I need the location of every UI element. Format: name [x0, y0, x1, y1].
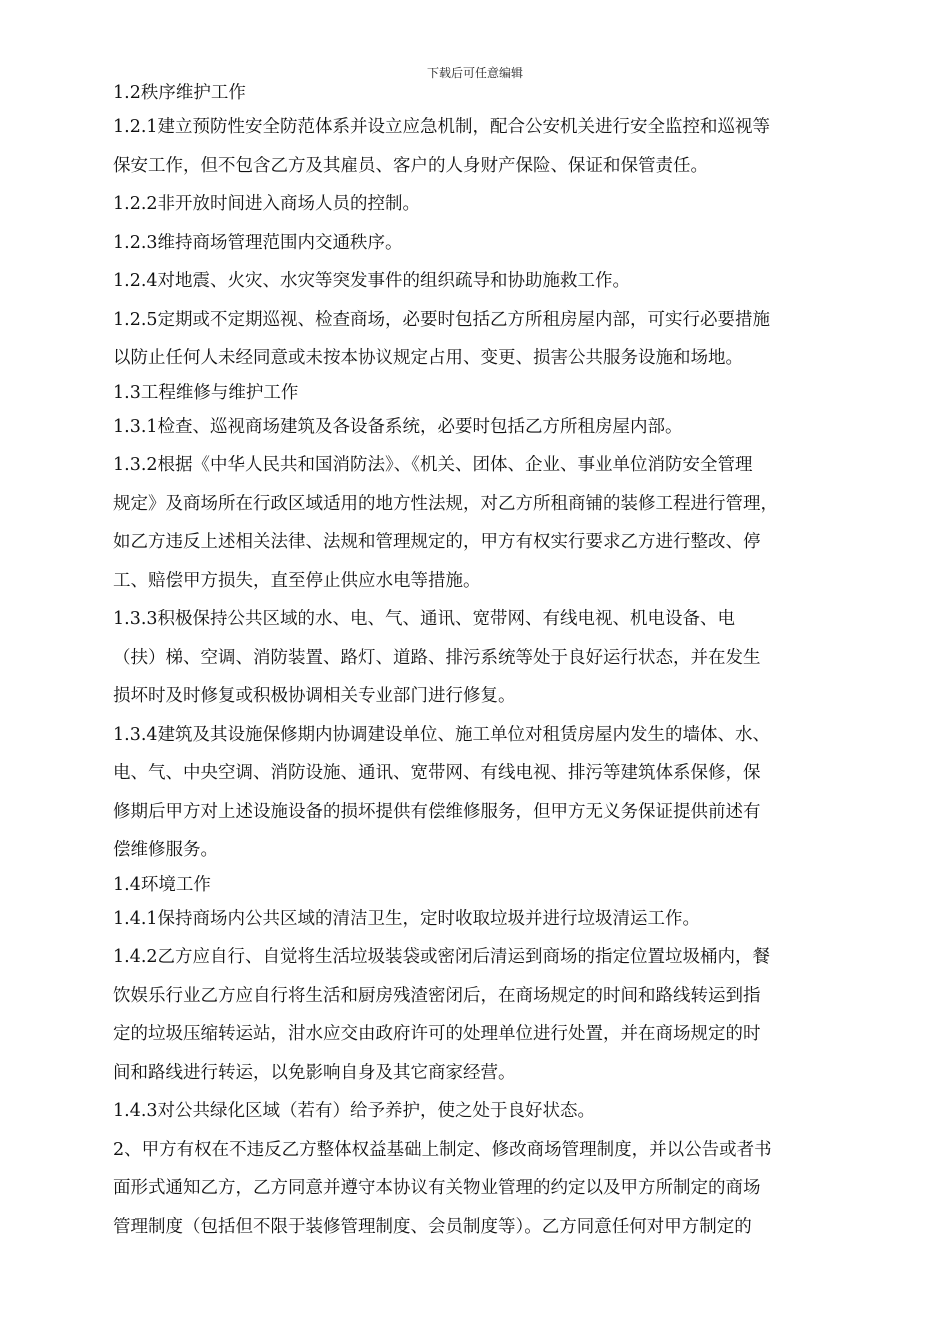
text-line: 损坏时及时修复或积极协调相关专业部门进行修复。	[113, 686, 516, 706]
text-line: 1.2.3维持商场管理范围内交通秩序。	[113, 232, 403, 253]
paragraph	[113, 408, 833, 447]
document-body	[113, 78, 833, 1246]
text-line: 1.3.4建筑及其设施保修期内协调建设单位、施工单位对租赁房屋内发生的墙体、水、	[113, 724, 771, 745]
section-heading	[113, 78, 833, 108]
paragraph	[113, 600, 833, 716]
text-line: 饮娱乐行业乙方应自行将生活和厨房残渣密闭后，在商场规定的时间和路线转运到指	[113, 985, 761, 1006]
text-line: 间和路线进行转运，以免影响自身及其它商家经营。	[113, 1062, 516, 1083]
text-line: 保安工作，但不包含乙方及其雇员、客户的人身财产保险、保证和保管责任。	[113, 155, 708, 176]
text-line: 修期后甲方对上述设施设备的损坏提供有偿维修服务，但甲方无义务保证提供前述有	[113, 801, 761, 822]
text-line: 电、气、中央空调、消防设施、通讯、宽带网、有线电视、排污等建筑体系保修，保	[113, 763, 761, 783]
text-line: 工、赔偿甲方损失，直至停止供应水电等措施。	[113, 570, 481, 591]
text-line: 1.2.2非开放时间进入商场人员的控制。	[113, 194, 421, 214]
text-line: 1.2秩序维护工作	[113, 83, 246, 103]
paragraph	[113, 301, 833, 378]
section-heading	[113, 870, 833, 900]
paragraph	[113, 900, 833, 939]
text-line: 1.4环境工作	[113, 874, 211, 895]
paragraph	[113, 716, 833, 870]
text-line: 1.3工程维修与维护工作	[113, 382, 299, 403]
text-line: 1.3.2根据《中华人民共和国消防法》、《机关、团体、企业、事业单位消防安全管理	[113, 455, 753, 475]
text-line: 1.4.1保持商场内公共区域的清洁卫生，定时收取垃圾并进行垃圾清运工作。	[113, 908, 701, 929]
text-line: 1.2.4对地震、火灾、水灾等突发事件的组织疏导和协助施救工作。	[113, 271, 631, 291]
paragraph	[113, 1131, 833, 1247]
text-line: 1.2.5定期或不定期巡视、检查商场，必要时包括乙方所租房屋内部，可实行必要措施	[113, 309, 771, 330]
paragraph	[113, 938, 833, 1092]
page-header: 下载后可任意编辑	[426, 66, 523, 80]
text-line: 管理制度（包括但不限于装修管理制度、会员制度等）。乙方同意任何对甲方制定的	[113, 1216, 752, 1237]
text-line: 1.3.1检查、巡视商场建筑及各设备系统，必要时包括乙方所租房屋内部。	[113, 416, 683, 437]
paragraph	[113, 1092, 833, 1131]
text-line: 偿维修服务。	[113, 840, 218, 860]
section-heading	[113, 378, 833, 408]
text-line: 以防止任何人未经同意或未按本协议规定占用、变更、损害公共服务设施和场地。	[113, 348, 743, 368]
paragraph	[113, 446, 833, 600]
text-line: 1.2.1建立预防性安全防范体系并设立应急机制，配合公安机关进行安全监控和巡视等	[113, 117, 771, 137]
text-line: 2、甲方有权在不违反乙方整体权益基础上制定、修改商场管理制度，并以公告或者书	[113, 1139, 772, 1160]
paragraph	[113, 185, 833, 224]
text-line: 规定》及商场所在行政区域适用的地方性法规，对乙方所租商铺的装修工程进行管理，	[113, 493, 778, 514]
text-line: 定的垃圾压缩转运站，泔水应交由政府许可的处理单位进行处置，并在商场规定的时	[113, 1024, 761, 1044]
text-line: （扶）梯、空调、消防装置、路灯、道路、排污系统等处于良好运行状态，并在发生	[113, 647, 761, 668]
text-line: 面形式通知乙方，乙方同意并遵守本协议有关物业管理的约定以及甲方所制定的商场	[113, 1178, 761, 1198]
paragraph	[113, 108, 833, 185]
text-line: 1.4.2乙方应自行、自觉将生活垃圾装袋或密闭后清运到商场的指定位置垃圾桶内，餐	[113, 947, 771, 967]
text-line: 1.4.3对公共绿化区域（若有）给予养护，使之处于良好状态。	[113, 1101, 596, 1121]
text-line: 1.3.3积极保持公共区域的水、电、气、通讯、宽带网、有线电视、机电设备、电	[113, 609, 736, 629]
paragraph	[113, 262, 833, 301]
paragraph	[113, 224, 833, 263]
text-line: 如乙方违反上述相关法律、法规和管理规定的，甲方有权实行要求乙方进行整改、停	[113, 532, 761, 552]
